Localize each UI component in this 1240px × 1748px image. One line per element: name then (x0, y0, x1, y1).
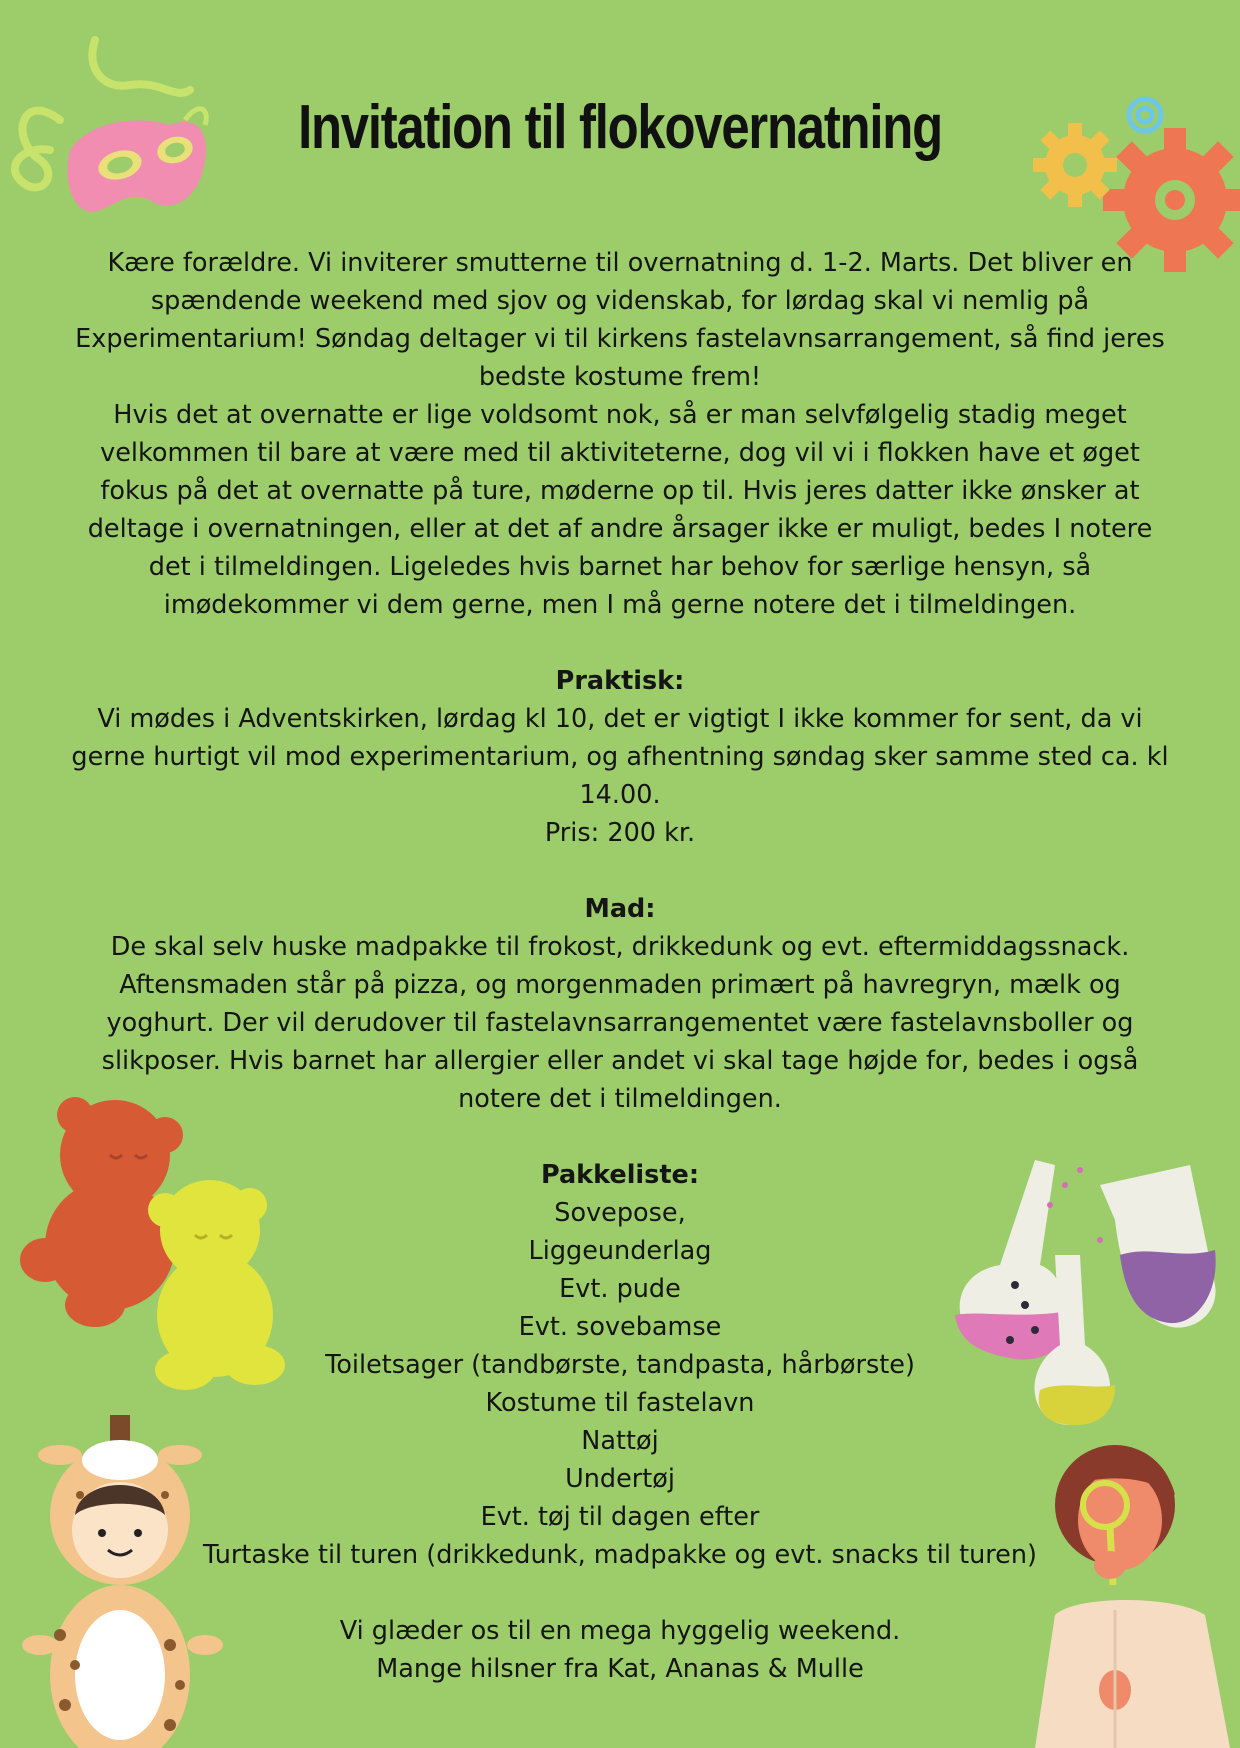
packing-item: Evt. tøj til dagen efter (480, 1502, 760, 1532)
price-text: Pris: 200 kr. (544, 818, 696, 848)
practical-heading: Praktisk: (555, 666, 685, 696)
closing-line-1: Vi glæder os til en mega hyggelig weekend. (339, 1616, 901, 1646)
packing-list (70, 1194, 1170, 1574)
practical-text: Vi mødes i Adventskirken, lørdag kl 10, det er vigtigt I ikke kommer for sent, da vi gerne hurtigt vil mod experimentarium, og afhentning søndag sker samme sted ca. kl 14.00. (71, 704, 1169, 810)
spacer (70, 1574, 1170, 1612)
packing-item: Turtaske til turen (drikkedunk, madpakke og evt. snacks til turen) (203, 1540, 1037, 1570)
packing-item: Kostume til fastelavn (485, 1388, 755, 1418)
food-heading: Mad: (584, 894, 656, 924)
invitation-body (70, 244, 1170, 1688)
packing-item: Nattøj (581, 1426, 659, 1456)
closing-signature: Mange hilsner fra Kat, Ananas & Mulle (376, 1654, 864, 1684)
packing-item: Toiletsager (tandbørste, tandpasta, hårbørste) (325, 1350, 915, 1380)
packing-item: Undertøj (565, 1464, 675, 1494)
spacer (70, 624, 1170, 662)
packing-item: Evt. sovebamse (518, 1312, 722, 1342)
packing-item: Liggeunderlag (528, 1236, 712, 1266)
spacer (70, 1118, 1170, 1156)
food-text: De skal selv huske madpakke til frokost, drikkedunk og evt. eftermiddagssnack. Aftensmaden står på pizza, og morgenmaden primært på havregryn, mælk og yoghurt. Der vil derudover til fastelavnsarrangementet være fastelavnsboller og slikposer. Hvis barnet har allergier eller andet vi skal tage højde for, bedes i også notere det i tilmeldingen. (101, 932, 1139, 1114)
intro-paragraph-2: Hvis det at overnatte er lige voldsomt nok, så er man selvfølgelig stadig meget velkommen til bare at være med til aktiviteterne, dog vil vi i flokken have et øget fokus på det at overnatte på ture, møderne op til. Hvis jeres datter ikke ønsker at deltage i overnatningen, eller at det af andre årsager ikke er muligt, bedes I notere det i tilmeldingen. Ligeledes hvis barnet har behov for særlige hensyn, så imødekommer vi dem gerne, men I må gerne notere det i tilmeldingen. (87, 400, 1153, 620)
spacer (70, 852, 1170, 890)
page-title: Invitation til flokovernatning (298, 93, 942, 162)
packing-item: Evt. pude (559, 1274, 681, 1304)
packing-heading: Pakkeliste: (540, 1160, 700, 1190)
intro-paragraph-1: Kære forældre. Vi inviterer smutterne til overnatning d. 1-2. Marts. Det bliver en spændende weekend med sjov og videnskab, for lørdag skal vi nemlig på Experimentarium! Søndag deltager vi til kirkens fastelavnsarrangement, så find jeres bedste kostume frem! (75, 248, 1165, 392)
packing-item: Sovepose, (554, 1198, 686, 1228)
